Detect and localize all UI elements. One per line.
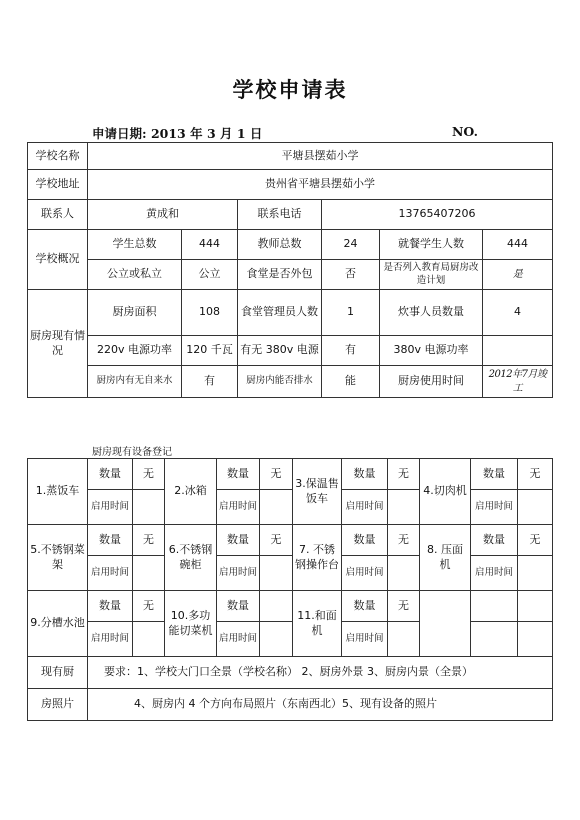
time-label: 启用时间 — [88, 556, 133, 591]
form-number: NO. — [452, 124, 478, 139]
contact-label: 联系人 — [28, 200, 88, 230]
equipment-heading: 厨房现有设备登记 — [92, 447, 172, 458]
equipment-name: 8. 压面机 — [420, 525, 471, 591]
school-info-table — [27, 142, 553, 398]
school-name-field[interactable]: 平塘县摆茹小学 — [88, 143, 553, 170]
qty-field[interactable]: 无 — [260, 525, 293, 556]
photos-table — [27, 656, 553, 721]
equipment-name: 10.多功能切菜机 — [165, 591, 217, 657]
phone-label: 联系电话 — [238, 200, 322, 230]
students-field[interactable]: 444 — [182, 230, 238, 260]
equipment-name: 1.蒸饭车 — [28, 459, 88, 525]
qty-field[interactable]: 无 — [518, 525, 553, 556]
equipment-name: 9.分槽水池 — [28, 591, 88, 657]
power220-label: 220v 电源功率 — [88, 336, 182, 366]
qty-field[interactable]: 无 — [133, 459, 165, 490]
diners-label: 就餐学生人数 — [380, 230, 483, 260]
has380-label: 有无 380v 电源 — [238, 336, 322, 366]
outsourced-field[interactable]: 否 — [322, 260, 380, 290]
qty-field[interactable]: 无 — [260, 459, 293, 490]
school-name-label: 学校名称 — [28, 143, 88, 170]
has380-field[interactable]: 有 — [322, 336, 380, 366]
equipment-name: 5.不锈钢菜架 — [28, 525, 88, 591]
water-field[interactable]: 有 — [182, 366, 238, 398]
kitchen-label: 厨房现有情况 — [28, 290, 88, 398]
qty-label: 数量 — [217, 459, 260, 490]
time-field[interactable] — [260, 556, 293, 591]
time-label: 启用时间 — [342, 622, 388, 657]
time-field[interactable] — [518, 490, 553, 525]
time-field[interactable] — [388, 556, 420, 591]
time-field[interactable] — [133, 556, 165, 591]
equipment-name: 3.保温售饭车 — [293, 459, 342, 525]
time-label: 启用时间 — [88, 490, 133, 525]
qty-label: 数量 — [88, 459, 133, 490]
time-label: 启用时间 — [342, 556, 388, 591]
equipment-name: 6.不锈钢碗柜 — [165, 525, 217, 591]
time-label: 启用时间 — [217, 622, 260, 657]
equipment-table — [27, 458, 553, 657]
time-field[interactable] — [260, 622, 293, 657]
school-address-label: 学校地址 — [28, 170, 88, 200]
form-title: 学校申请表 — [232, 77, 348, 102]
qty-label: 数量 — [217, 525, 260, 556]
contact-field[interactable]: 黄成和 — [88, 200, 238, 230]
photos-requirement-line2: 4、厨房内 4 个方向布局照片（东南西北）5、现有设备的照片 — [88, 689, 553, 721]
empty-cell — [471, 622, 518, 657]
power380-label: 380v 电源功率 — [380, 336, 483, 366]
time-label: 启用时间 — [342, 490, 388, 525]
diners-field[interactable]: 444 — [483, 230, 553, 260]
teachers-label: 教师总数 — [238, 230, 322, 260]
photos-label-line2: 房照片 — [28, 689, 88, 721]
drain-field[interactable]: 能 — [322, 366, 380, 398]
qty-label: 数量 — [342, 459, 388, 490]
phone-field[interactable]: 13765407206 — [322, 200, 553, 230]
canteen-staff-field[interactable]: 1 — [322, 290, 380, 336]
qty-label: 数量 — [88, 525, 133, 556]
time-label: 启用时间 — [88, 622, 133, 657]
renovation-field[interactable]: 是 — [483, 260, 553, 290]
students-label: 学生总数 — [88, 230, 182, 260]
empty-equipment-slot — [420, 591, 471, 657]
empty-cell — [471, 591, 518, 622]
time-field[interactable] — [518, 556, 553, 591]
time-field[interactable] — [260, 490, 293, 525]
equipment-name: 7. 不锈钢操作台 — [293, 525, 342, 591]
qty-field[interactable]: 无 — [133, 591, 165, 622]
time-field[interactable] — [388, 622, 420, 657]
qty-label: 数量 — [217, 591, 260, 622]
water-label: 厨房内有无自来水 — [88, 366, 182, 398]
qty-field[interactable]: 无 — [388, 525, 420, 556]
equipment-name: 4.切肉机 — [420, 459, 471, 525]
time-label: 启用时间 — [471, 490, 518, 525]
application-date: 申请日期: 2013 年 3 月 1 日 — [92, 126, 263, 141]
time-field[interactable] — [133, 490, 165, 525]
equipment-rows — [28, 459, 553, 657]
equipment-name: 11.和面机 — [293, 591, 342, 657]
qty-field[interactable]: 无 — [518, 459, 553, 490]
kitchen-date-label: 厨房使用时间 — [380, 366, 483, 398]
public-private-label: 公立或私立 — [88, 260, 182, 290]
qty-label: 数量 — [88, 591, 133, 622]
qty-label: 数量 — [471, 525, 518, 556]
overview-label: 学校概况 — [28, 230, 88, 290]
qty-field[interactable]: 无 — [388, 459, 420, 490]
canteen-staff-label: 食堂管理员人数 — [238, 290, 322, 336]
time-field[interactable] — [388, 490, 420, 525]
kitchen-date-field[interactable]: 2012年7月竣工 — [483, 366, 553, 398]
time-label: 启用时间 — [471, 556, 518, 591]
qty-field[interactable]: 无 — [388, 591, 420, 622]
empty-cell — [518, 591, 553, 622]
kitchen-area-field[interactable]: 108 — [182, 290, 238, 336]
drain-label: 厨房内能否排水 — [238, 366, 322, 398]
equipment-name: 2.冰箱 — [165, 459, 217, 525]
cooks-label: 炊事人员数量 — [380, 290, 483, 336]
qty-field[interactable]: 无 — [133, 525, 165, 556]
time-label: 启用时间 — [217, 556, 260, 591]
power380-field[interactable] — [483, 336, 553, 366]
qty-label: 数量 — [342, 591, 388, 622]
qty-label: 数量 — [471, 459, 518, 490]
time-field[interactable] — [133, 622, 165, 657]
outsourced-label: 食堂是否外包 — [238, 260, 322, 290]
renovation-label: 是否列入教育局厨房改造计划 — [380, 260, 483, 290]
photos-requirement-line1: 要求：1、学校大门口全景（学校名称） 2、厨房外景 3、厨房内景（全景） — [88, 657, 553, 689]
qty-label: 数量 — [342, 525, 388, 556]
empty-cell — [518, 622, 553, 657]
cooks-field[interactable]: 4 — [483, 290, 553, 336]
photos-label-line1: 现有厨 — [28, 657, 88, 689]
public-private-field[interactable]: 公立 — [182, 260, 238, 290]
power220-field[interactable]: 120 千瓦 — [182, 336, 238, 366]
school-address-field[interactable]: 贵州省平塘县摆茹小学 — [88, 170, 553, 200]
qty-field[interactable] — [260, 591, 293, 622]
time-label: 启用时间 — [217, 490, 260, 525]
kitchen-area-label: 厨房面积 — [88, 290, 182, 336]
teachers-field[interactable]: 24 — [322, 230, 380, 260]
